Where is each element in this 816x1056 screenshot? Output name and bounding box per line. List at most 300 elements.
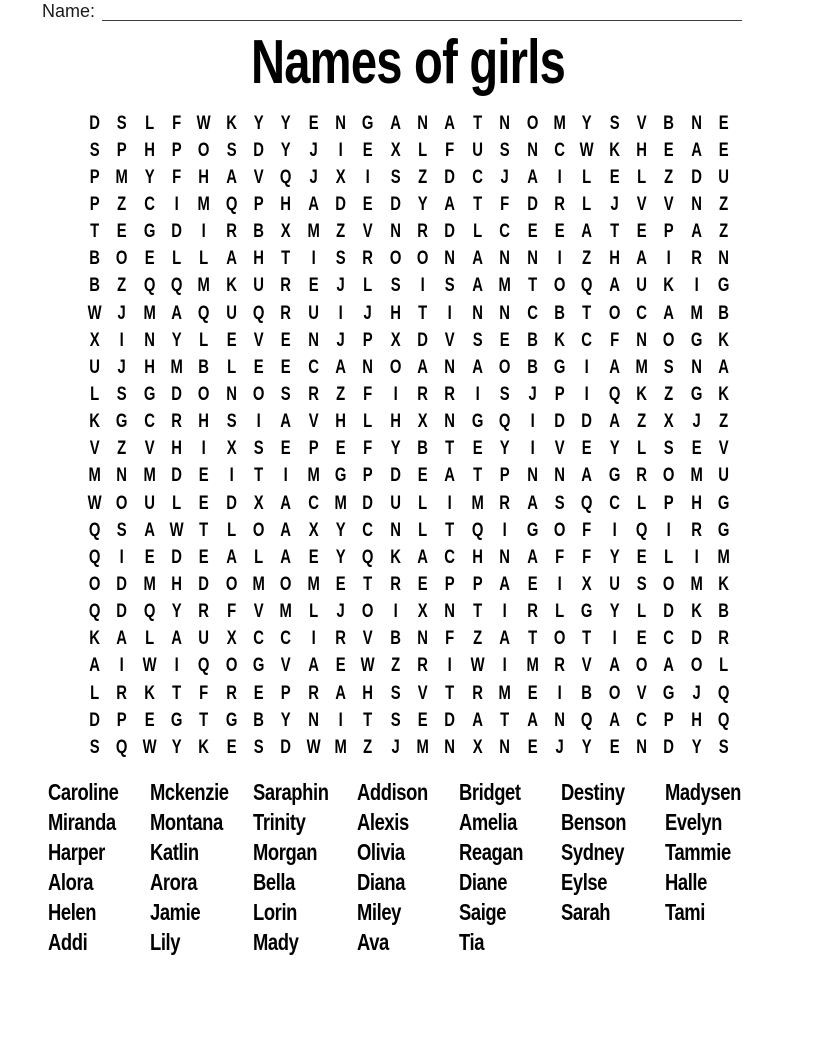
word-item: Amelia: [459, 808, 517, 835]
grid-letter: N: [472, 302, 483, 324]
word-item: Tammie: [665, 838, 731, 865]
grid-letter: G: [225, 709, 238, 731]
grid-letter: K: [718, 329, 729, 351]
grid-letter: O: [526, 112, 538, 134]
grid-letter: J: [336, 275, 345, 297]
grid-letter: R: [554, 655, 565, 677]
grid-letter: G: [690, 383, 702, 405]
grid-letter: T: [527, 628, 537, 650]
grid-letter: P: [253, 193, 264, 215]
grid-letter: A: [472, 248, 483, 270]
grid-letter: L: [472, 221, 483, 243]
grid-letter: N: [690, 193, 702, 215]
grid-letter: H: [280, 193, 292, 215]
grid-letter: Y: [390, 438, 401, 460]
grid-letter: U: [253, 275, 265, 297]
grid-letter: B: [198, 356, 210, 378]
grid-letter: Z: [719, 221, 729, 243]
grid-letter: H: [335, 411, 347, 433]
word-item: Mckenzie: [150, 779, 229, 805]
grid-letter: B: [554, 302, 565, 324]
grid-letter: J: [610, 193, 619, 215]
word-item: Benson: [561, 808, 627, 835]
grid-letter: E: [472, 438, 483, 460]
grid-letter: J: [117, 356, 127, 378]
grid-letter: H: [143, 356, 155, 378]
word-item: Saraphin: [253, 779, 329, 805]
grid-letter: M: [471, 492, 484, 514]
grid-letter: Z: [336, 383, 346, 405]
grid-letter: R: [554, 193, 565, 215]
word-list: [48, 778, 760, 957]
grid-letter: J: [117, 302, 127, 324]
grid-letter: D: [171, 465, 183, 487]
grid-letter: J: [363, 302, 373, 324]
grid-letter: P: [363, 465, 374, 487]
word-item: Helen: [48, 898, 97, 925]
grid-letter: X: [308, 519, 319, 541]
grid-letter: Z: [472, 628, 483, 650]
grid-letter: D: [444, 166, 456, 188]
grid-letter: G: [362, 112, 374, 134]
grid-letter: L: [144, 628, 154, 650]
grid-letter: S: [499, 383, 510, 405]
grid-letter: Y: [281, 112, 292, 134]
grid-letter: A: [636, 248, 647, 270]
grid-letter: E: [636, 221, 647, 243]
grid-letter: G: [608, 465, 620, 487]
grid-letter: N: [499, 302, 511, 324]
grid-letter: V: [253, 329, 264, 351]
grid-letter: Y: [581, 112, 592, 134]
grid-letter: T: [254, 465, 264, 487]
grid-letter: M: [143, 573, 156, 595]
grid-letter: P: [117, 139, 127, 161]
grid-letter: D: [116, 573, 128, 595]
word-item: Mady: [253, 928, 299, 955]
grid-letter: H: [390, 302, 401, 324]
grid-letter: E: [117, 221, 127, 243]
grid-letter: S: [663, 356, 674, 378]
grid-letter: L: [144, 112, 154, 134]
grid-letter: L: [418, 519, 428, 541]
word-item: Eylse: [561, 868, 608, 895]
grid-letter: D: [171, 221, 183, 243]
grid-letter: E: [527, 221, 538, 243]
grid-letter: Y: [417, 193, 428, 215]
grid-letter: C: [444, 546, 456, 568]
grid-letter: N: [390, 519, 401, 541]
grid-letter: I: [119, 546, 125, 568]
grid-letter: Q: [116, 736, 128, 758]
grid-letter: V: [636, 112, 647, 134]
grid-letter: I: [448, 655, 453, 677]
grid-letter: P: [117, 709, 127, 731]
grid-letter: Q: [170, 275, 183, 297]
word-list-column: [48, 778, 150, 957]
grid-letter: V: [253, 601, 264, 623]
grid-letter: I: [229, 465, 234, 487]
grid-letter: Y: [691, 736, 702, 758]
grid-letter: D: [89, 709, 101, 731]
grid-letter: E: [281, 438, 292, 460]
grid-letter: K: [390, 546, 401, 568]
grid-letter: P: [663, 492, 674, 514]
grid-letter: U: [390, 492, 401, 514]
grid-letter: C: [636, 302, 647, 324]
grid-letter: W: [142, 736, 157, 758]
grid-letter: A: [526, 546, 538, 568]
grid-letter: I: [420, 275, 425, 297]
grid-letter: A: [308, 193, 319, 215]
word-item: Tia: [459, 928, 485, 955]
word-item: Sydney: [561, 838, 625, 865]
grid-letter: E: [363, 193, 374, 215]
grid-letter: M: [334, 492, 347, 514]
grid-letter: U: [718, 465, 729, 487]
grid-letter: S: [253, 438, 264, 460]
grid-letter: I: [338, 302, 343, 324]
grid-letter: I: [694, 546, 699, 568]
grid-letter: Q: [635, 519, 648, 541]
grid-letter: V: [144, 438, 155, 460]
grid-letter: I: [530, 411, 535, 433]
grid-letter: Y: [581, 736, 592, 758]
grid-letter: B: [526, 356, 538, 378]
grid-letter: M: [307, 573, 320, 595]
word-item: Tami: [665, 898, 705, 925]
word-list-column: [665, 778, 760, 957]
grid-letter: N: [143, 329, 155, 351]
grid-letter: D: [663, 601, 675, 623]
grid-letter: G: [663, 682, 675, 704]
grid-letter: A: [472, 275, 483, 297]
grid-letter: G: [471, 411, 484, 433]
grid-letter: T: [472, 601, 483, 623]
grid-letter: R: [335, 628, 347, 650]
grid-letter: O: [116, 248, 128, 270]
grid-letter: F: [172, 166, 182, 188]
grid-letter: Q: [88, 519, 101, 541]
grid-letter: Q: [717, 709, 730, 731]
word-item: Ava: [357, 928, 389, 955]
grid-letter: O: [389, 248, 402, 270]
grid-letter: A: [608, 356, 620, 378]
grid-letter: A: [663, 655, 675, 677]
grid-letter: P: [499, 465, 510, 487]
grid-letter: M: [690, 465, 703, 487]
grid-letter: P: [89, 166, 100, 188]
grid-letter: P: [663, 709, 674, 731]
grid-letter: L: [582, 193, 592, 215]
grid-letter: A: [226, 546, 237, 568]
grid-letter: R: [390, 573, 401, 595]
grid-letter: A: [526, 166, 538, 188]
grid-letter: E: [144, 248, 155, 270]
grid-letter: T: [500, 709, 510, 731]
grid-letter: E: [253, 682, 264, 704]
grid-letter: R: [444, 383, 456, 405]
grid-letter: O: [553, 275, 566, 297]
grid-letter: L: [363, 275, 373, 297]
grid-letter: A: [280, 492, 292, 514]
grid-letter: S: [89, 139, 100, 161]
grid-letter: Q: [499, 411, 511, 433]
grid-letter: A: [690, 221, 702, 243]
grid-letter: I: [448, 492, 453, 514]
grid-letter: M: [416, 736, 429, 758]
grid-letter: T: [172, 682, 182, 704]
grid-letter: U: [226, 302, 237, 324]
grid-letter: V: [663, 193, 674, 215]
word-item: Harper: [48, 838, 105, 865]
grid-letter: S: [718, 736, 729, 758]
grid-letter: T: [445, 519, 455, 541]
grid-letter: E: [144, 709, 155, 731]
grid-letter: J: [391, 736, 400, 758]
grid-letter: D: [171, 383, 183, 405]
grid-letter: I: [694, 275, 699, 297]
grid-letter: H: [362, 682, 374, 704]
grid-letter: D: [198, 573, 210, 595]
grid-letter: O: [389, 356, 402, 378]
grid-letter: T: [90, 221, 100, 243]
grid-letter: E: [253, 356, 264, 378]
grid-letter: I: [284, 465, 289, 487]
grid-letter: Q: [198, 302, 210, 324]
grid-letter: P: [89, 193, 100, 215]
grid-letter: R: [198, 601, 210, 623]
grid-letter: Q: [581, 709, 593, 731]
grid-letter: O: [225, 573, 238, 595]
grid-letter: X: [390, 139, 401, 161]
grid-letter: E: [199, 492, 209, 514]
grid-letter: D: [390, 193, 401, 215]
grid-letter: Z: [117, 438, 127, 460]
grid-letter: V: [718, 438, 729, 460]
grid-letter: M: [498, 275, 511, 297]
grid-letter: I: [174, 655, 179, 677]
grid-letter: O: [553, 628, 566, 650]
grid-letter: W: [579, 139, 594, 161]
grid-letter: A: [472, 356, 483, 378]
grid-letter: A: [226, 166, 237, 188]
grid-letter: W: [470, 655, 485, 677]
grid-letter: B: [89, 275, 101, 297]
grid-letter: E: [527, 573, 538, 595]
grid-letter: K: [143, 682, 155, 704]
grid-letter: R: [226, 221, 237, 243]
grid-letter: O: [88, 573, 101, 595]
grid-letter: N: [444, 356, 456, 378]
grid-letter: N: [636, 736, 647, 758]
grid-letter: A: [690, 139, 702, 161]
grid-letter: N: [444, 601, 456, 623]
grid-letter: S: [472, 329, 483, 351]
grid-letter: Z: [390, 655, 400, 677]
grid-letter: L: [418, 139, 428, 161]
grid-letter: V: [308, 411, 319, 433]
grid-letter: Y: [253, 112, 264, 134]
grid-letter: T: [609, 221, 619, 243]
grid-letter: D: [280, 736, 292, 758]
grid-letter: S: [390, 166, 401, 188]
grid-letter: V: [281, 655, 292, 677]
word-item: Alexis: [357, 808, 409, 835]
grid-letter: C: [499, 221, 511, 243]
grid-letter: D: [581, 411, 593, 433]
grid-letter: J: [309, 139, 318, 161]
grid-letter: T: [445, 682, 455, 704]
word-item: Halle: [665, 868, 707, 895]
grid-letter: E: [199, 465, 209, 487]
grid-letter: N: [690, 356, 702, 378]
grid-letter: B: [718, 601, 729, 623]
grid-letter: I: [502, 601, 507, 623]
grid-letter: D: [663, 736, 675, 758]
grid-letter: C: [581, 329, 593, 351]
grid-letter: B: [663, 112, 675, 134]
grid-letter: M: [143, 302, 156, 324]
grid-letter: A: [499, 573, 511, 595]
grid-letter: X: [417, 601, 428, 623]
grid-letter: Y: [335, 519, 346, 541]
grid-letter: T: [472, 465, 483, 487]
grid-letter: A: [89, 655, 101, 677]
grid-letter: E: [691, 438, 702, 460]
name-row: [42, 2, 742, 21]
grid-letter: V: [363, 628, 374, 650]
grid-letter: S: [226, 411, 237, 433]
grid-letter: X: [335, 166, 346, 188]
grid-letter: T: [527, 275, 537, 297]
word-list-column: [150, 778, 253, 957]
grid-letter: T: [472, 193, 483, 215]
grid-letter: P: [472, 573, 483, 595]
grid-letter: E: [663, 139, 674, 161]
grid-letter: A: [417, 546, 429, 568]
grid-letter: S: [390, 682, 401, 704]
grid-letter: A: [116, 628, 128, 650]
grid-letter: I: [557, 573, 562, 595]
grid-letter: G: [717, 275, 730, 297]
grid-letter: C: [308, 356, 319, 378]
grid-letter: E: [718, 112, 729, 134]
grid-letter: O: [116, 492, 128, 514]
grid-letter: G: [143, 221, 156, 243]
grid-letter: H: [198, 166, 210, 188]
grid-letter: Q: [225, 193, 238, 215]
grid-letter: K: [89, 628, 101, 650]
grid-letter: R: [171, 411, 183, 433]
grid-letter: V: [581, 655, 592, 677]
grid-letter: L: [554, 601, 565, 623]
grid-letter: F: [226, 601, 236, 623]
grid-letter: J: [336, 601, 345, 623]
grid-letter: A: [472, 709, 483, 731]
grid-letter: N: [444, 248, 456, 270]
grid-letter: O: [608, 302, 620, 324]
grid-letter: Q: [252, 302, 265, 324]
grid-letter: S: [390, 275, 401, 297]
grid-letter: Q: [88, 601, 101, 623]
grid-letter: F: [554, 546, 565, 568]
grid-letter: D: [690, 628, 702, 650]
word-item: Miranda: [48, 808, 116, 835]
grid-letter: S: [335, 248, 346, 270]
grid-letter: A: [444, 193, 456, 215]
grid-letter: H: [390, 411, 401, 433]
grid-letter: O: [198, 139, 210, 161]
grid-letter: X: [417, 411, 428, 433]
grid-letter: S: [117, 519, 127, 541]
grid-letter: F: [363, 383, 373, 405]
grid-letter: Y: [609, 546, 620, 568]
grid-letter: K: [663, 275, 675, 297]
grid-letter: S: [663, 438, 674, 460]
word-item: Bella: [253, 868, 295, 895]
grid-letter: V: [445, 329, 456, 351]
grid-letter: Q: [608, 383, 620, 405]
grid-letter: D: [171, 546, 183, 568]
grid-letter: A: [280, 519, 292, 541]
grid-letter: O: [198, 383, 210, 405]
grid-letter: N: [226, 383, 237, 405]
word-item: Arora: [150, 868, 198, 895]
word-item: Sarah: [561, 898, 611, 925]
grid-letter: N: [526, 465, 538, 487]
grid-letter: M: [690, 573, 703, 595]
word-item: Jamie: [150, 898, 201, 925]
grid-letter: O: [362, 601, 374, 623]
grid-letter: S: [281, 383, 292, 405]
grid-letter: F: [500, 193, 510, 215]
grid-letter: X: [226, 628, 237, 650]
grid-letter: L: [664, 546, 674, 568]
grid-letter: N: [417, 628, 429, 650]
grid-letter: A: [718, 356, 729, 378]
word-item: Addi: [48, 928, 88, 955]
grid-letter: L: [172, 492, 182, 514]
grid-letter: Q: [280, 166, 292, 188]
grid-letter: W: [169, 519, 184, 541]
grid-letter: L: [637, 438, 647, 460]
grid-letter: S: [390, 709, 401, 731]
grid-letter: D: [253, 139, 265, 161]
grid-letter: D: [526, 193, 538, 215]
grid-letter: T: [445, 438, 455, 460]
grid-letter: I: [311, 628, 316, 650]
grid-letter: H: [143, 139, 155, 161]
grid-letter: N: [335, 112, 347, 134]
grid-letter: M: [115, 166, 129, 188]
grid-letter: F: [172, 112, 182, 134]
grid-letter: U: [89, 356, 101, 378]
grid-letter: U: [308, 302, 319, 324]
word-item: Olivia: [357, 838, 405, 865]
grid-letter: D: [417, 329, 429, 351]
grid-letter: S: [117, 112, 127, 134]
grid-letter: L: [308, 601, 318, 623]
grid-letter: J: [692, 682, 701, 704]
grid-letter: L: [226, 356, 236, 378]
grid-letter: Z: [719, 193, 729, 215]
grid-letter: N: [499, 248, 511, 270]
grid-letter: I: [201, 438, 207, 460]
grid-letter: A: [663, 302, 675, 324]
grid-letter: O: [252, 383, 265, 405]
grid-letter: I: [448, 302, 453, 324]
